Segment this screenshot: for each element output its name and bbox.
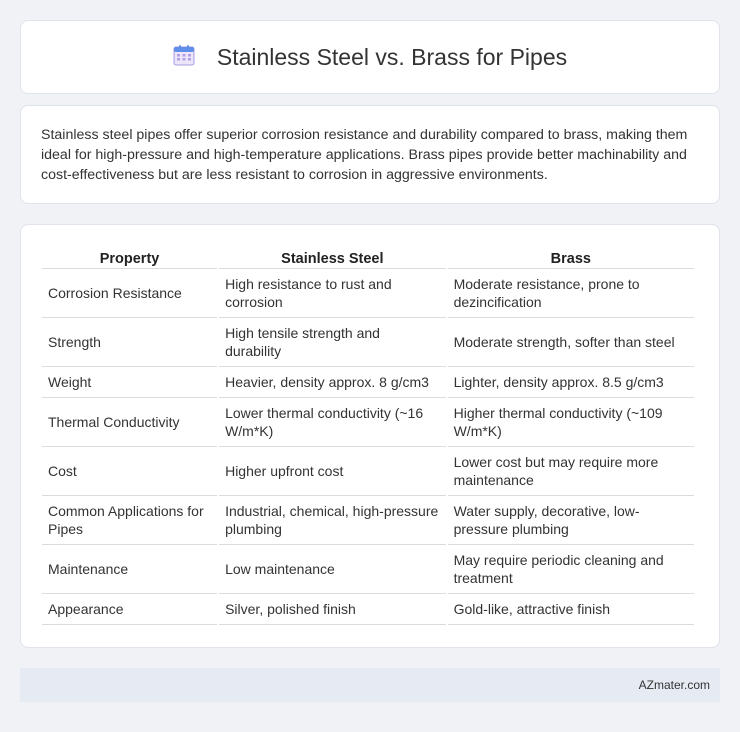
calendar-icon <box>173 44 195 71</box>
property-cell: Thermal Conductivity <box>42 398 217 447</box>
brass-cell: Water supply, decorative, low-pressure plumbing <box>448 496 694 545</box>
property-cell: Weight <box>42 367 217 398</box>
table-row <box>42 496 694 545</box>
comparison-table <box>40 245 696 625</box>
brass-cell: Higher thermal conductivity (~109 W/m*K) <box>448 398 694 447</box>
property-cell: Maintenance <box>42 545 217 594</box>
summary-text: Stainless steel pipes offer superior corrosion resistance and durability compared to brass, making them ideal for high-pressure and high-temperature applications. Brass pipes provide better machinability and cost-effectiveness but are less resistant to corrosion in aggressive environments. <box>41 127 688 183</box>
table-row <box>42 367 694 398</box>
header-stainless-steel: Stainless Steel <box>219 245 446 269</box>
table-row <box>42 318 694 367</box>
header-property: Property <box>42 245 217 269</box>
stainless-steel-cell: Higher upfront cost <box>219 447 446 496</box>
property-cell: Corrosion Resistance <box>42 269 217 318</box>
property-cell: Common Applications for Pipes <box>42 496 217 545</box>
stainless-steel-cell: Silver, polished finish <box>219 594 446 625</box>
header-card <box>20 20 720 94</box>
stainless-steel-cell: Low maintenance <box>219 545 446 594</box>
summary-card <box>20 105 720 204</box>
brass-cell: Lighter, density approx. 8.5 g/cm3 <box>448 367 694 398</box>
table-row <box>42 269 694 318</box>
stainless-steel-cell: Heavier, density approx. 8 g/cm3 <box>219 367 446 398</box>
header-brass: Brass <box>448 245 694 269</box>
brass-cell: Gold-like, attractive finish <box>448 594 694 625</box>
property-cell: Appearance <box>42 594 217 625</box>
brass-cell: Moderate strength, softer than steel <box>448 318 694 367</box>
brass-cell: May require periodic cleaning and treatment <box>448 545 694 594</box>
stainless-steel-cell: Industrial, chemical, high-pressure plumbing <box>219 496 446 545</box>
comparison-table-card <box>20 224 720 648</box>
table-row <box>42 594 694 625</box>
property-cell: Strength <box>42 318 217 367</box>
stainless-steel-cell: High tensile strength and durability <box>219 318 446 367</box>
table-row <box>42 545 694 594</box>
footer-bar <box>20 668 720 702</box>
footer-source: AZmater.com <box>638 678 710 692</box>
brass-cell: Lower cost but may require more maintenance <box>448 447 694 496</box>
table-header-row <box>42 245 694 269</box>
brass-cell: Moderate resistance, prone to dezincification <box>448 269 694 318</box>
page-title: Stainless Steel vs. Brass for Pipes <box>216 43 568 70</box>
stainless-steel-cell: Lower thermal conductivity (~16 W/m*K) <box>219 398 446 447</box>
stainless-steel-cell: High resistance to rust and corrosion <box>219 269 446 318</box>
property-cell: Cost <box>42 447 217 496</box>
table-row <box>42 398 694 447</box>
table-row <box>42 447 694 496</box>
